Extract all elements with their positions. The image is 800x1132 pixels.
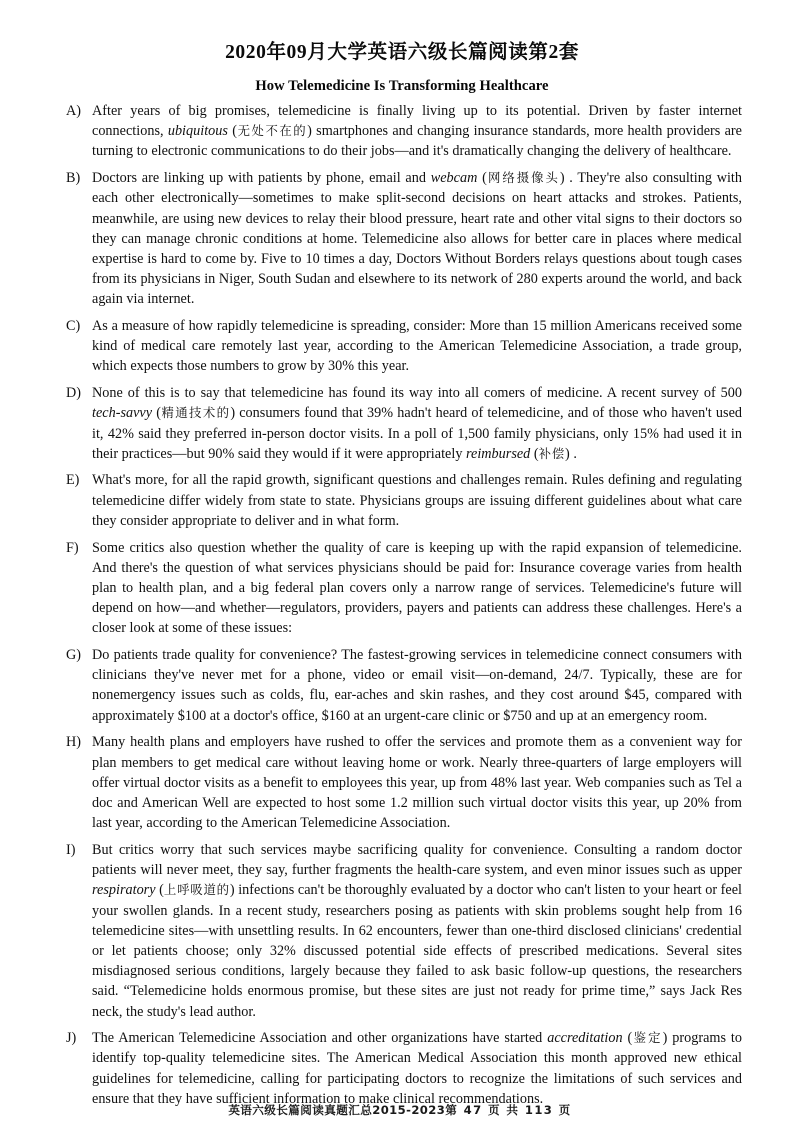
footer-page-number: 第 47 页 共 113 页: [445, 1103, 572, 1117]
paragraph-label: F): [66, 539, 79, 556]
paragraph-a: [62, 101, 742, 162]
paragraph-text: After years of big promises, telemedicine is finally living up to its potential. Driven by faster internet connections, ubiquitous (无处不在的) smartphones and changing insurance standards, more health providers are turning to electronic communications to do their jobs—and it's dramatically changing the delivery of healthcare.: [92, 103, 742, 160]
paragraph-h: [62, 732, 742, 833]
paragraph-b: [62, 168, 742, 309]
paragraph-text: Doctors are linking up with patients by phone, email and webcam (网络摄像头) . They're also consulting with each other electronically—sometimes to make split-second decisions on heart attacks and strokes. Patients, meanwhile, are using new devices to relay their blood pressure, heart rate and other vital signs to their doctors so they can manage chronic conditions at home. Telemedicine also allows for better care in places where medical expertise is hard to come by. Five to 10 times a day, Doctors Without Borders relays questions about tough cases from its physicians in Niger, South Sudan and elsewhere to its network of 280 experts around the world, and back again via internet.: [92, 170, 742, 308]
paragraph-e: [62, 470, 742, 531]
page-title: 2020年09月大学英语六级长篇阅读第2套: [225, 42, 579, 63]
paragraph-label: A): [66, 103, 81, 119]
paragraph-j: [62, 1028, 742, 1109]
article-title: How Telemedicine Is Transforming Healthcare: [255, 78, 549, 94]
paragraph-label: J): [66, 1030, 77, 1047]
paragraph-label: G): [66, 647, 81, 664]
page-footer: [0, 1102, 800, 1118]
paragraph-g: [62, 645, 742, 726]
footer-source: 英语六级长篇阅读真题汇总2015-2023: [228, 1103, 446, 1117]
paragraph-text: Some critics also question whether the quality of care is keeping up with the rapid expansion of telemedicine. And there's the question of what services physicians should be paid for: Insurance coverage varies from health plan to health plan, and a big federal plan covers only a narrow range of services. Telemedicine's future will depend on how—and whether—regulators, providers, payers and patients can address these challenges. Here's a closer look at some of these issues:: [92, 539, 742, 637]
paragraph-d: [62, 383, 742, 464]
paragraph-label: E): [66, 472, 80, 489]
paragraph-text: But critics worry that such services maybe sacrificing quality for convenience. Consulting a random doctor patients will never meet, they say, further fragments the health-care system, and even minor issues such as upper respiratory (上呼吸道的) infections can't be thoroughly evaluated by a doctor who can't listen to your heart or feel your swollen glands. In a recent study, researchers posing as patients with skin problems sought help from 16 telemedicine sites—with unsettling results. In 62 encounters, fewer than one-third disclosed clinicians' credential or let patients choose; only 32% discussed potential side effects of prescribed medications. Several sites misdiagnosed serious conditions, largely because they failed to ask basic follow-up questions, the researchers said. “Telemedicine holds enormous promise, but these sites are just not ready for prime time,” says Jack Res neck, the study's lead author.: [92, 841, 743, 1020]
paragraph-text: None of this is to say that telemedicine has found its way into all comers of medicine. A recent survey of 500 tech-savvy (精通技术的) consumers found that 39% hadn't heard of telemedicine, and of those who haven't used it, 42% said they preferred in-person doctor visits. In a poll of 1,500 family physicians, only 15% had used it in their practices—but 90% said they would if it were appropriately reimbursed (补偿) .: [92, 385, 742, 462]
paragraph-label: D): [66, 385, 81, 402]
paragraph-text: Many health plans and employers have rushed to offer the services and promote them as a convenient way for plan members to get medical care without leaving home or work. Nearly three-quarters of large employers will offer virtual doctor visits as a benefit to employees this year, up from 48% last year. Web companies such as Tel a doc and American Well are expected to host some 1.2 million such virtual doctor visits this year, up 20% from last year, according to the American Telemedicine Association.: [92, 734, 742, 832]
paragraph-label: I): [66, 841, 76, 858]
paragraph-label: B): [66, 170, 81, 187]
paragraph-i: [62, 840, 742, 1022]
paragraph-text: The American Telemedicine Association and other organizations have started accreditation (鉴定) programs to identify top-quality telemedicine sites. The American Medical Association this month approved new ethical guidelines for telemedicine, calling for participating doctors to recognize the limitations of such services and ensure that they have sufficient information to make clinical recommendations.: [92, 1030, 743, 1107]
article-body: [62, 101, 742, 1109]
paragraph-label: C): [66, 318, 81, 335]
paragraph-label: H): [66, 734, 81, 751]
paragraph-text: Do patients trade quality for convenience? The fastest-growing services in telemedicine connect consumers with clinicians they've never met for a phone, video or email visit—on-demand, 24/7. Typically, these are for nonemergency issues such as colds, flu, ear-aches and skin rashes, and they cost around $45, compared with approximately $100 at a doctor's office, $160 at an urgent-care clinic or $750 and up at an emergency room.: [92, 647, 742, 724]
paragraph-f: [62, 538, 742, 639]
paragraph-text: As a measure of how rapidly telemedicine is spreading, consider: More than 15 million Americans received some kind of medical care remotely last year, according to the American Telemedicine Association, a trade group, which expects those numbers to grow by 30% this year.: [92, 318, 742, 375]
paragraph-c: [62, 316, 742, 377]
paragraph-text: What's more, for all the rapid growth, significant questions and challenges remain. Rules defining and regulating telemedicine differ widely from state to state. Physicians groups are issuing different guidelines about what care they consider appropriate to deliver and in what form.: [92, 472, 742, 529]
